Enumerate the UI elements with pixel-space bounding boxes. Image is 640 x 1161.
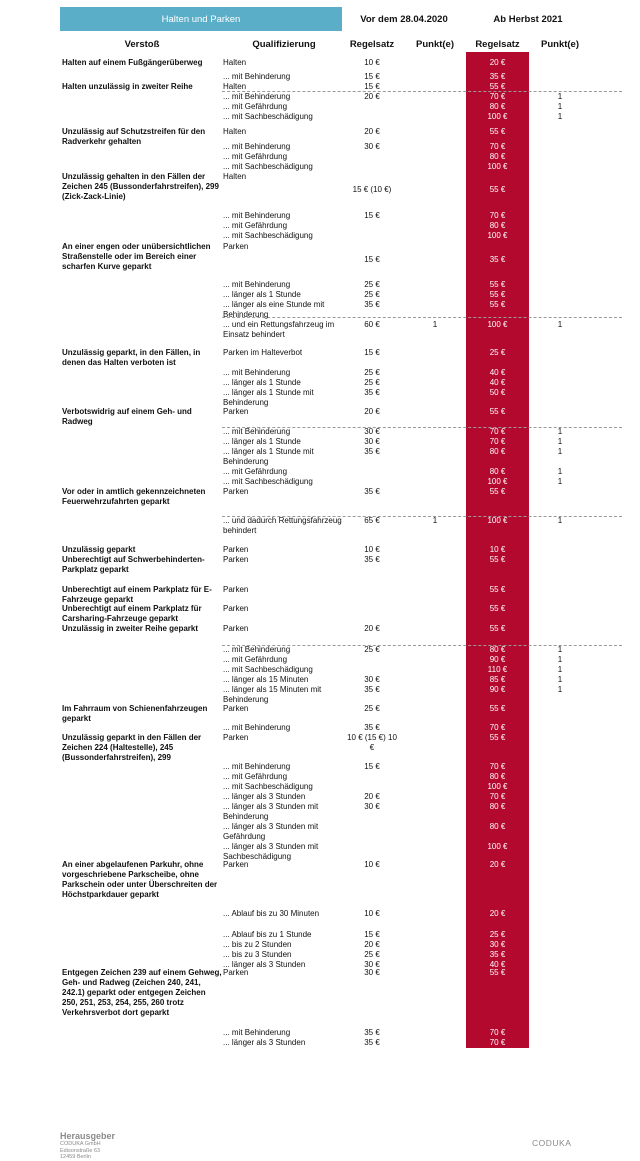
rate-new-cell: 90 € bbox=[489, 685, 506, 694]
qualification-cell: ... länger als eine Stunde mit Behinderung bbox=[223, 300, 325, 319]
column-header-verstoss: Verstoß bbox=[124, 39, 160, 50]
rate-old-cell: 15 € (10 €) bbox=[352, 185, 392, 194]
rate-new-cell: 40 € bbox=[489, 368, 506, 377]
violation-cell: An einer engen oder unübersichtlichen Straßenstelle oder im Bereich einer scharfen Kurve geparkt bbox=[62, 242, 211, 271]
rate-new-cell: 100 € bbox=[487, 231, 508, 240]
rate-old-cell: 15 € bbox=[364, 930, 380, 939]
points-new-cell: 1 bbox=[557, 320, 563, 329]
rate-old-cell: 15 € bbox=[364, 82, 380, 91]
qualification-cell: ... länger als 3 Stunden bbox=[223, 1038, 306, 1047]
qualification-cell: ... länger als 3 Stunden mit Behinderung bbox=[223, 802, 319, 821]
qualification-cell: ... mit Sachbeschädigung bbox=[223, 112, 313, 121]
rate-old-cell: 20 € bbox=[364, 624, 380, 633]
qualification-cell: ... Ablauf bis zu 30 Minuten bbox=[223, 909, 320, 918]
rate-new-cell: 100 € bbox=[487, 162, 508, 171]
points-new-cell: 1 bbox=[557, 645, 563, 654]
qualification-cell: ... bis zu 3 Stunden bbox=[223, 950, 292, 959]
rate-old-cell: 35 € bbox=[364, 555, 380, 564]
rate-new-cell: 100 € bbox=[487, 477, 508, 486]
qualification-cell: ... mit Sachbeschädigung bbox=[223, 231, 313, 240]
rate-new-cell: 80 € bbox=[489, 102, 506, 111]
rate-old-cell: 25 € bbox=[364, 280, 380, 289]
qualification-cell: ... mit Behinderung bbox=[223, 427, 291, 436]
qualification-cell: ... mit Behinderung bbox=[223, 92, 291, 101]
rate-new-cell: 80 € bbox=[489, 645, 506, 654]
rate-old-cell: 35 € bbox=[364, 388, 380, 397]
publisher-title: Herausgeber bbox=[60, 1131, 116, 1141]
rate-new-cell: 80 € bbox=[489, 822, 506, 831]
rate-new-cell: 70 € bbox=[489, 92, 506, 101]
qualification-cell: ... mit Gefährdung bbox=[223, 772, 288, 781]
qualification-cell: ... mit Sachbeschädigung bbox=[223, 782, 313, 791]
points-new-cell: 1 bbox=[557, 685, 563, 694]
violation-cell: Unzulässig auf Schutzstreifen für den Radverkehr gehalten bbox=[62, 127, 206, 146]
rate-new-cell: 55 € bbox=[489, 185, 506, 194]
rate-old-cell: 15 € bbox=[364, 762, 380, 771]
rate-old-cell: 25 € bbox=[364, 704, 380, 713]
rate-new-cell: 20 € bbox=[489, 58, 506, 67]
qualification-cell: ... länger als 3 Stunden mit Gefährdung bbox=[223, 822, 319, 841]
points-new-cell: 1 bbox=[557, 112, 563, 121]
rate-old-cell: 20 € bbox=[364, 127, 380, 136]
publisher-street: Edisonstraße 63 bbox=[60, 1147, 101, 1154]
qualification-cell: ... mit Behinderung bbox=[223, 368, 291, 377]
rate-new-cell: 30 € bbox=[489, 940, 506, 949]
publisher-block bbox=[60, 1131, 115, 1161]
rate-new-cell: 80 € bbox=[489, 467, 506, 476]
violation-cell: Unzulässig gehalten in den Fällen der Zeichen 245 (Bussonderfahrstreifen), 299 (Zick-Zack-Linie) bbox=[62, 172, 219, 201]
rate-new-cell: 70 € bbox=[489, 1038, 506, 1047]
rate-new-cell: 55 € bbox=[489, 487, 506, 496]
rate-old-cell: 15 € bbox=[364, 348, 380, 357]
qualification-cell: Parken bbox=[223, 407, 249, 416]
period-old-header: Vor dem 28.04.2020 bbox=[360, 14, 448, 25]
qualification-cell: ... länger als 15 Minuten mit Behinderung bbox=[223, 685, 322, 704]
qualification-cell: ... bis zu 2 Stunden bbox=[223, 940, 292, 949]
rate-new-cell: 80 € bbox=[489, 802, 506, 811]
points-new-cell: 1 bbox=[557, 467, 563, 476]
rate-new-cell: 90 € bbox=[489, 655, 506, 664]
points-new-cell: 1 bbox=[557, 92, 563, 101]
violation-cell: Unberechtigt auf einem Parkplatz für Carsharing-Fahrzeuge geparkt bbox=[62, 604, 202, 623]
rate-new-cell: 55 € bbox=[489, 604, 506, 613]
points-new-cell: 1 bbox=[557, 427, 563, 436]
rate-new-cell: 70 € bbox=[489, 437, 506, 446]
qualification-cell: Parken bbox=[223, 487, 249, 496]
qualification-cell: ... mit Behinderung bbox=[223, 142, 291, 151]
qualification-cell: ... mit Behinderung bbox=[223, 211, 291, 220]
rate-new-cell: 100 € bbox=[487, 842, 508, 851]
qualification-cell: ... länger als 1 Stunde mit Behinderung bbox=[223, 388, 314, 407]
rate-old-cell: 20 € bbox=[364, 407, 380, 416]
rate-new-cell: 100 € bbox=[487, 516, 508, 525]
qualification-cell: ... mit Gefährdung bbox=[223, 102, 288, 111]
qualification-cell: Parken bbox=[223, 604, 249, 613]
rate-old-cell: 10 € bbox=[364, 58, 380, 67]
qualification-cell: ... länger als 3 Stunden bbox=[223, 960, 306, 969]
rate-old-cell: 25 € bbox=[364, 378, 380, 387]
rate-new-cell: 85 € bbox=[489, 675, 506, 684]
rate-new-cell: 55 € bbox=[489, 585, 506, 594]
qualification-cell: ... länger als 1 Stunde bbox=[223, 290, 301, 299]
rate-old-cell: 15 € bbox=[364, 72, 380, 81]
rate-new-cell: 70 € bbox=[489, 792, 506, 801]
rate-new-cell: 50 € bbox=[489, 388, 506, 397]
rate-old-cell: 10 € bbox=[364, 909, 380, 918]
qualification-cell: Parken im Halteverbot bbox=[223, 348, 303, 357]
violation-cell: Unzulässig geparkt in den Fällen der Zeichen 224 (Haltestelle), 245 (Bussonderfahrstreifen), 299 bbox=[62, 733, 202, 762]
rate-new-cell: 25 € bbox=[489, 348, 506, 357]
qualification-cell: ... mit Behinderung bbox=[223, 72, 291, 81]
points-new-cell: 1 bbox=[557, 516, 563, 525]
rate-new-cell: 80 € bbox=[489, 152, 506, 161]
rate-old-cell: 30 € bbox=[364, 437, 380, 446]
rate-old-cell: 25 € bbox=[364, 950, 380, 959]
points-new-cell: 1 bbox=[557, 447, 563, 456]
rate-new-cell: 25 € bbox=[489, 930, 506, 939]
coduka-logo: CODUKA bbox=[532, 1138, 572, 1148]
qualification-cell: ... mit Sachbeschädigung bbox=[223, 162, 313, 171]
rate-new-cell: 80 € bbox=[489, 447, 506, 456]
rate-new-cell: 100 € bbox=[487, 320, 508, 329]
violation-cell: Im Fahrraum von Schienenfahrzeugen geparkt bbox=[62, 704, 208, 723]
violation-cell: An einer abgelaufenen Parkuhr, ohne vorgeschriebene Parkscheibe, ohne Parkschein oder unter Überschreiten der Höchstparkdauer geparkt bbox=[62, 860, 218, 899]
rate-new-cell: 40 € bbox=[489, 378, 506, 387]
qualification-cell: ... mit Behinderung bbox=[223, 1028, 291, 1037]
points-new-cell: 1 bbox=[557, 675, 563, 684]
violation-cell: Unberechtigt auf Schwerbehinderten-Parkplatz geparkt bbox=[62, 555, 205, 574]
qualification-cell: ... mit Behinderung bbox=[223, 645, 291, 654]
rate-new-cell: 40 € bbox=[489, 960, 506, 969]
points-new-cell: 1 bbox=[557, 437, 563, 446]
rate-new-cell: 80 € bbox=[489, 221, 506, 230]
rate-new-cell: 20 € bbox=[489, 909, 506, 918]
rate-old-cell: 30 € bbox=[364, 968, 380, 977]
rate-new-cell: 35 € bbox=[489, 72, 506, 81]
qualification-cell: ... mit Gefährdung bbox=[223, 221, 288, 230]
violation-cell: Unzulässig geparkt bbox=[62, 545, 136, 554]
rate-old-cell: 10 € bbox=[364, 545, 380, 554]
column-header-qualifizierung: Qualifizierung bbox=[252, 39, 316, 50]
rate-new-cell: 55 € bbox=[489, 704, 506, 713]
qualification-cell: Halten bbox=[223, 58, 247, 67]
rate-old-cell: 35 € bbox=[364, 685, 380, 694]
rate-old-cell: 35 € bbox=[364, 723, 380, 732]
violation-cell: Entgegen Zeichen 239 auf einem Gehweg, Geh- und Radweg (Zeichen 240, 241, 242.1) geparkt oder entgegen Zeichen 250, 251, 253, 254, 255, 260 trotz Verkehrsverbot dort geparkt bbox=[62, 968, 222, 1017]
rate-old-cell: 35 € bbox=[364, 1038, 380, 1047]
rate-old-cell: 10 € (15 €) 10 € bbox=[347, 733, 397, 752]
rate-old-cell: 20 € bbox=[364, 940, 380, 949]
qualification-cell: ... und dadurch Rettungsfahrzeug behindert bbox=[223, 516, 342, 535]
violation-cell: Halten unzulässig in zweiter Reihe bbox=[62, 82, 193, 91]
qualification-cell: ... länger als 1 Stunde mit Behinderung bbox=[223, 447, 314, 466]
column-header-punkte-old: Punkt(e) bbox=[416, 39, 454, 50]
rate-old-cell: 30 € bbox=[364, 142, 380, 151]
qualification-cell: ... mit Sachbeschädigung bbox=[223, 665, 313, 674]
rate-old-cell: 25 € bbox=[364, 290, 380, 299]
qualification-cell: ... mit Gefährdung bbox=[223, 152, 288, 161]
rate-new-cell: 35 € bbox=[489, 255, 506, 264]
rate-old-cell: 35 € bbox=[364, 487, 380, 496]
rate-new-cell: 55 € bbox=[489, 82, 506, 91]
rate-new-cell: 70 € bbox=[489, 1028, 506, 1037]
violation-cell: Verbotswidrig auf einem Geh- und Radweg bbox=[62, 407, 192, 426]
column-header-regelsatz-old: Regelsatz bbox=[349, 39, 395, 50]
rate-new-cell: 70 € bbox=[489, 723, 506, 732]
rate-new-cell: 100 € bbox=[487, 112, 508, 121]
rate-old-cell: 25 € bbox=[364, 645, 380, 654]
rate-new-cell: 35 € bbox=[489, 950, 506, 959]
qualification-cell: ... mit Behinderung bbox=[223, 723, 291, 732]
qualification-cell: ... mit Gefährdung bbox=[223, 467, 288, 476]
rate-new-cell: 55 € bbox=[489, 280, 506, 289]
rate-new-cell: 80 € bbox=[489, 772, 506, 781]
rate-new-cell: 110 € bbox=[487, 665, 508, 674]
qualification-cell: Parken bbox=[223, 968, 249, 977]
qualification-cell: Parken bbox=[223, 585, 249, 594]
rate-old-cell: 30 € bbox=[364, 960, 380, 969]
period-new-header: Ab Herbst 2021 bbox=[493, 14, 563, 25]
qualification-cell: ... und ein Rettungsfahrzeug im Einsatz behindert bbox=[223, 320, 335, 339]
rate-old-cell: 30 € bbox=[364, 675, 380, 684]
qualification-cell: Parken bbox=[223, 624, 249, 633]
violation-cell: Unzulässig in zweiter Reihe geparkt bbox=[62, 624, 199, 633]
rate-old-cell: 60 € bbox=[364, 320, 380, 329]
qualification-cell: Parken bbox=[223, 242, 249, 251]
rate-new-cell: 70 € bbox=[489, 762, 506, 771]
rate-new-cell: 55 € bbox=[489, 127, 506, 136]
violation-cell: Halten auf einem Fußgängerüberweg bbox=[62, 58, 203, 67]
qualification-cell: Halten bbox=[223, 82, 247, 91]
qualification-cell: ... länger als 3 Stunden mit Sachbeschädigung bbox=[223, 842, 319, 861]
rate-old-cell: 35 € bbox=[364, 447, 380, 456]
column-header-regelsatz-new: Regelsatz bbox=[475, 39, 520, 50]
rate-old-cell: 30 € bbox=[364, 427, 380, 436]
qualification-cell: ... länger als 3 Stunden bbox=[223, 792, 306, 801]
rate-new-cell: 70 € bbox=[489, 211, 506, 220]
rate-new-cell: 55 € bbox=[489, 555, 506, 564]
rate-old-cell: 15 € bbox=[364, 255, 380, 264]
violation-cell: Unzulässig geparkt, in den Fällen, in denen das Halten verboten ist bbox=[62, 348, 201, 367]
qualification-cell: Parken bbox=[223, 733, 249, 742]
qualification-cell: Parken bbox=[223, 860, 249, 869]
qualification-cell: Parken bbox=[223, 545, 249, 554]
publisher-name: CODUKA GmbH bbox=[60, 1141, 101, 1147]
points-new-cell: 1 bbox=[557, 102, 563, 111]
qualification-cell: ... länger als 1 Stunde bbox=[223, 378, 301, 387]
rate-old-cell: 30 € bbox=[364, 802, 380, 811]
rate-old-cell: 35 € bbox=[364, 1028, 380, 1037]
points-old-cell: 1 bbox=[432, 320, 438, 329]
violation-cell: Unberechtigt auf einem Parkplatz für E-Fahrzeuge geparkt bbox=[62, 585, 212, 604]
qualification-cell: ... länger als 15 Minuten bbox=[223, 675, 309, 684]
publisher-city: 12459 Berlin bbox=[60, 1154, 91, 1160]
qualification-cell: ... mit Sachbeschädigung bbox=[223, 477, 313, 486]
qualification-cell: ... mit Behinderung bbox=[223, 762, 291, 771]
rate-new-cell: 70 € bbox=[489, 427, 506, 436]
rate-old-cell: 25 € bbox=[364, 368, 380, 377]
rate-old-cell: 15 € bbox=[364, 211, 380, 220]
rate-old-cell: 10 € bbox=[364, 860, 380, 869]
rate-old-cell: 20 € bbox=[364, 792, 380, 801]
rate-old-cell: 65 € bbox=[364, 516, 380, 525]
qualification-cell: Parken bbox=[223, 704, 249, 713]
qualification-cell: ... mit Gefährdung bbox=[223, 655, 288, 664]
rate-old-cell: 20 € bbox=[364, 92, 380, 101]
rate-new-cell: 55 € bbox=[489, 624, 506, 633]
rate-new-cell: 100 € bbox=[487, 782, 508, 791]
violation-cell: Vor oder in amtlich gekennzeichneten Feuerwehrzufahrten geparkt bbox=[62, 487, 206, 506]
qualification-cell: Halten bbox=[223, 172, 247, 181]
points-old-cell: 1 bbox=[432, 516, 438, 525]
rate-new-cell: 55 € bbox=[489, 300, 506, 309]
rate-new-cell: 10 € bbox=[489, 545, 506, 554]
points-new-cell: 1 bbox=[557, 655, 563, 664]
rate-old-cell: 35 € bbox=[364, 300, 380, 309]
rate-new-cell: 55 € bbox=[489, 407, 506, 416]
rate-new-cell: 55 € bbox=[489, 290, 506, 299]
qualification-cell: ... mit Behinderung bbox=[223, 280, 291, 289]
rate-new-cell: 55 € bbox=[489, 733, 506, 742]
qualification-cell: Halten bbox=[223, 127, 247, 136]
qualification-cell: ... Ablauf bis zu 1 Stunde bbox=[223, 930, 312, 939]
rate-new-cell: 70 € bbox=[489, 142, 506, 151]
rate-new-cell: 55 € bbox=[489, 968, 506, 977]
points-new-cell: 1 bbox=[557, 477, 563, 486]
qualification-cell: ... länger als 1 Stunde bbox=[223, 437, 301, 446]
column-header-punkte-new: Punkt(e) bbox=[541, 39, 579, 50]
table-title: Halten und Parken bbox=[161, 13, 241, 25]
points-new-cell: 1 bbox=[557, 665, 563, 674]
rate-new-cell: 20 € bbox=[489, 860, 506, 869]
qualification-cell: Parken bbox=[223, 555, 249, 564]
